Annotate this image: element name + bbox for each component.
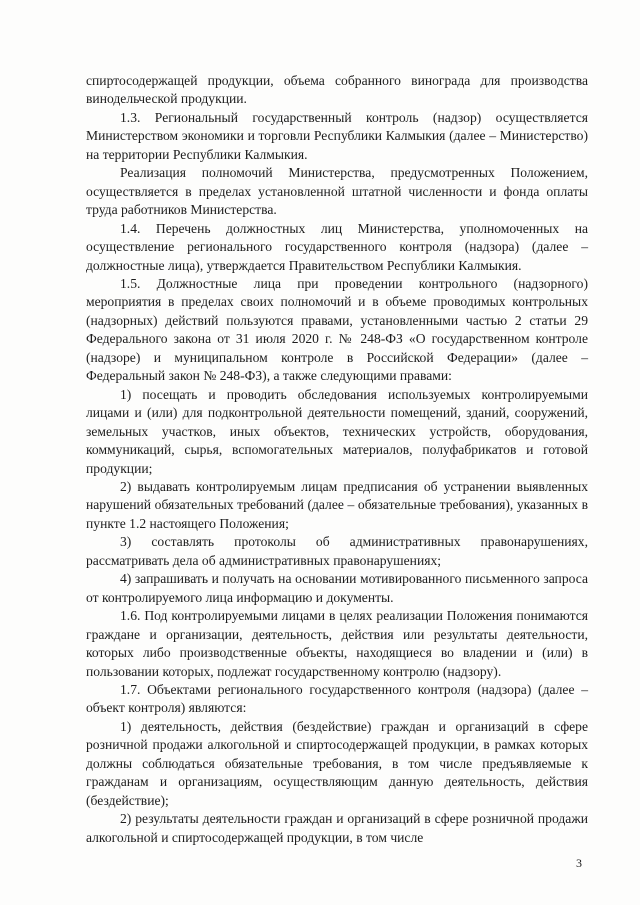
list-item-1-5-1: 1) посещать и проводить обследования используемых контролируемыми лицами и (или) для подконтрольной деятельности помещений, зданий, сооружений, земельных участков, иных объектов, технических устройств, оборудования, коммуникаций, сырья, вспомогательных материалов, полуфабрикатов и готовой продукции; <box>86 386 588 476</box>
list-item-1-5-3: 3) составлять протоколы об административных правонарушениях, рассматривать дела об административных правонарушениях; <box>86 534 588 568</box>
list-item-1-5-4: 4) запрашивать и получать на основании мотивированного письменного запроса от контролируемого лица информацию и документы. <box>86 571 588 605</box>
list-item-1-7-1: 1) деятельность, действия (бездействие) граждан и организаций в сфере розничной продажи алкогольной и спиртосодержащей продукции, в рамках которых должны соблюдаться обязательные требования, в том числе предъявляемые к гражданам и организациям, осуществляющим данную деятельность, действия (бездействие); <box>86 718 588 808</box>
document-body <box>86 72 588 847</box>
paragraph-powers-implementation: Реализация полномочий Министерства, предусмотренных Положением, осуществляется в пределах установленной штатной численности и фонда оплаты труда работников Министерства. <box>86 165 588 218</box>
paragraph-1-5: 1.5. Должностные лица при проведении контрольного (надзорного) мероприятия в пределах своих полномочий и в объеме проводимых контрольных (надзорных) действий пользуются правами, установленными частью 2 статьи 29 Федерального закона от 31 июля 2020 г. № 248-ФЗ «О государственном контроле (надзоре) и муниципальном контроле в Российской Федерации» (далее – Федеральный закон № 248-ФЗ), а также следующими правами: <box>86 275 588 384</box>
list-item-1-5-2: 2) выдавать контролируемым лицам предписания об устранении выявленных нарушений обязательных требований (далее – обязательные требования), указанных в пункте 1.2 настоящего Положения; <box>86 478 588 531</box>
page-number: 3 <box>576 856 582 870</box>
paragraph-1-4: 1.4. Перечень должностных лиц Министерства, уполномоченных на осуществление регионального государственного контроля (надзора) (далее – должностные лица), утверждается Правительством Республики Калмыкия. <box>86 220 588 273</box>
paragraph-1-7: 1.7. Объектами регионального государственного контроля (надзора) (далее – объект контроля) являются: <box>86 681 588 716</box>
list-item-1-7-2: 2) результаты деятельности граждан и организаций в сфере розничной продажи алкогольной и спиртосодержащей продукции, в том числе <box>86 811 588 845</box>
paragraph-1-3: 1.3. Региональный государственный контроль (надзор) осуществляется Министерством экономики и торговли Республики Калмыкия (далее – Министерство) на территории Республики Калмыкия. <box>86 109 588 162</box>
paragraph-1-6: 1.6. Под контролируемыми лицами в целях реализации Положения понимаются граждане и организации, деятельность, действия или результаты деятельности, которых либо производственные объекты, находящиеся во владении и (или) в пользовании которых, подлежат государственному контролю (надзору). <box>86 608 588 679</box>
paragraph-continuation: спиртосодержащей продукции, объема собранного винограда для производства винодельческой продукции. <box>86 73 588 107</box>
